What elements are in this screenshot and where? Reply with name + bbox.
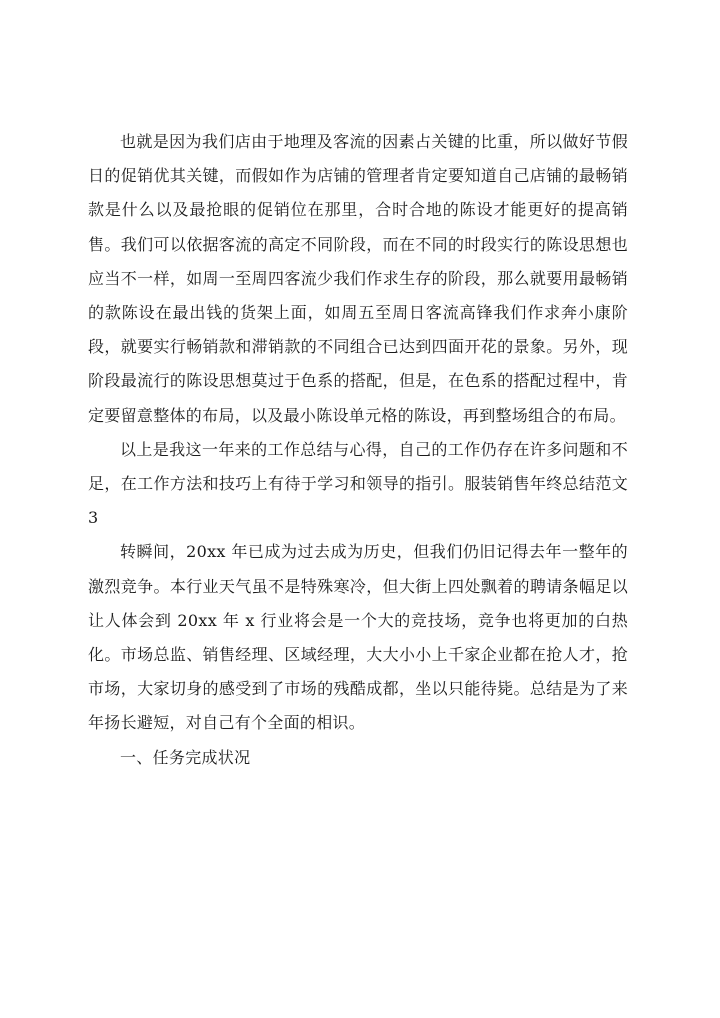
paragraph-year-review: 转瞬间，20xx 年已成为过去成为历史，但我们仍旧记得去年一整年的激烈竞争。本行业天气虽不是特殊寒冷，但大街上四处飘着的聘请条幅足以让人体会到 20xx 年 x 行业将会是一个大的竞技场，竞争也将更加的白热化。市场总监、销售经理、区域经理，大大小小上千家企业都在抢人才，抢市场，大家切身的感受到了市场的残酷成都，坐以只能待毙。总结是为了来年扬长避短，对自己有个全面的相识。 — [88, 542, 628, 733]
section-heading-task-status: 一、任务完成状况 — [120, 747, 251, 767]
paragraph-summary-conclusion: 以上是我这一年来的工作总结与心得，自己的工作仍存在许多问题和不足，在工作方法和技巧上有待于学习和领导的指引。服装销售年终总结范文 3 — [88, 439, 628, 528]
document-body — [88, 125, 628, 775]
paragraph-display-principles: 也就是因为我们店由于地理及客流的因素占关键的比重，所以做好节假日的促销优其关键，而假如作为店铺的管理者肯定要知道自己店铺的最畅销款是什么以及最抢眼的促销位在那里，合时合地的陈设才能更好的提高销售。我们可以依据客流的高定不同阶段，而在不同的时段实行的陈设思想也应当不一样，如周一至周四客流少我们作求生存的阶段，那么就要用最畅销的款陈设在最出钱的货架上面，如周五至周日客流高锋我们作求奔小康阶段，就要实行畅销款和滞销款的不同组合已达到四面开花的景象。另外，现阶段最流行的陈设思想莫过于色系的搭配，但是，在色系的搭配过程中，肯定要留意整体的布局，以及最小陈设单元格的陈设，再到整场组合的布局。 — [88, 132, 628, 425]
